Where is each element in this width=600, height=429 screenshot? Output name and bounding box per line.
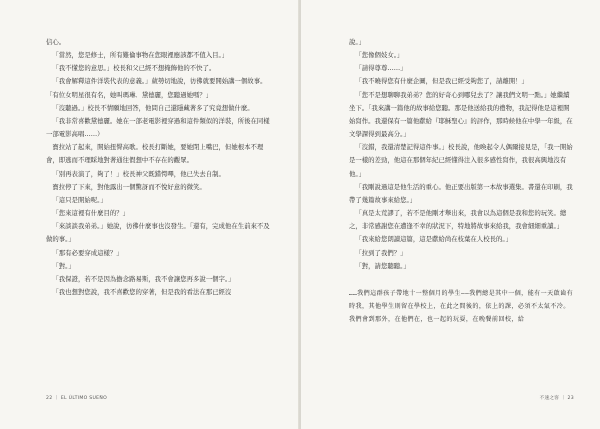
body-paragraph: 「我不懂您的意思。」校長和父已經不想掩飾他的不快了。 <box>52 64 216 73</box>
body-paragraph: 「您像個妓女。」 <box>355 51 404 60</box>
right-page <box>301 0 600 429</box>
body-paragraph: 「拉到了我們？」 <box>355 248 407 257</box>
body-paragraph: 「您來這裡有什麼目的？」 <box>52 209 130 218</box>
body-paragraph: 「我會解釋這件洋裝代表的意義。」葳勢切地說，彷彿就要開始講一個故事。「有位女明星很有名，她叫瑪琳．黛德麗，您聽過她嗎？」 <box>46 77 267 99</box>
body-paragraph: 「我保證，若不是因為擔念路易斯，我不會讓您再多說一個字。」 <box>52 274 235 283</box>
right-page-body <box>349 36 575 326</box>
body-paragraph: 寶拉站了起來，開始扭臀高歌。校長打斷她，要她閉上嘴巴，但她根本不理會，即逃而不理睬地對著通往假想中不存在的觀眾。 <box>46 143 264 165</box>
body-paragraph: 說。」 <box>349 38 365 46</box>
body-paragraph: 「沒錯，我還清楚記得這件事。」校長說，他喚起令人偶爾接見是，「我一開始是一樣的差勁，他這在那個年紀已經懂得注入很多感性寫作，我很高興地沒有他。」 <box>349 143 573 178</box>
body-paragraph: 「這只是開始呢。」 <box>52 195 107 204</box>
body-paragraph: 「您不是想聊聊我弟弟？您的好奇心到哪兒去了？讓我們文明一點。」她繼續坐下。「我來講一篇他的故事給您聽。那是他送給我的禮物，我記得他是這裡開始寫作。我還保有一篇他獻給『耶穌聖心』的評作，那時候他在中學一年級，在文學課得到最高分。」 <box>349 90 573 139</box>
left-page-body <box>46 36 270 299</box>
body-paragraph: 「來談談我弟弟。」她說，彷彿什麼事也沒發生。「還有，完成他在生前來不及做的事。」 <box>46 222 270 244</box>
body-paragraph: 「我來給您朗讀這篇，這是獻給尚在枝葉在人校長的。」 <box>355 235 512 244</box>
closing-paragraph: ……我們這群孩子帶地十一整個月的學生——我們總是其中一個，能有一天啟齒有時我，其他學生則留在學校上，在此之間後的，依上的課，必須不太氣不冷。我們會到那外，在他們在，也一起的玩耍，在晚餐前回校，給 <box>349 289 574 324</box>
left-folio: 22 ｜ EL ÚLTIMO SUEÑO <box>46 396 108 401</box>
body-paragraph: 「真是太荒謬了，若不是他剛才舉出來，我會以為這個是我和您的玩笑。總之，非常感謝您在遭逢不幸的狀況下，特地將故事來給我，我會細細重讀。」 <box>349 209 567 231</box>
body-paragraph: 「沒聽過。」校長不情願地回答，他問自己還隱藏著多了究竟想做什麼。 <box>52 103 254 112</box>
right-folio: 不速之客 ｜ 23 <box>539 396 574 401</box>
body-paragraph: 「對。」 <box>52 261 75 270</box>
section-break <box>349 273 575 287</box>
body-paragraph: 「當然，您是修士，所有難倫事物在您眼裡應該都不值入目。」 <box>52 51 229 60</box>
body-paragraph: 寶拉停了下來，對他露出一個驚訝而不悅好意的微笑。 <box>52 182 206 191</box>
body-paragraph: 「對，請您聽聽。」 <box>355 261 410 270</box>
body-paragraph: 信心。 <box>46 38 66 46</box>
body-paragraph: 「那有必要穿成這樣？」 <box>52 248 123 257</box>
body-paragraph: 「請得尊尊……」 <box>355 64 407 73</box>
body-paragraph: 「我也想對您說，我不喜歡您的穿著，但是我的看法在那已經沒 <box>52 287 232 296</box>
body-paragraph: 「我非常喜歡黛德麗。她在一部老電影裡穿過和這件類似的洋裝，所後在同樣一部電影高唱……） <box>46 116 270 139</box>
left-page <box>0 0 299 429</box>
body-paragraph: 「別再表演了，夠了！」校長神父既錯愕嗶，他已失去自制。 <box>52 169 225 178</box>
body-paragraph: 「我剛說過這是他生活的重心。他正要出版第一本故事選集。書還在印刷，我帶了幾篇故事來給您。」 <box>349 182 573 204</box>
body-paragraph: 「我不曉得您有什麼企圖，但是我已經受夠您了，請離開！」 <box>355 77 528 86</box>
